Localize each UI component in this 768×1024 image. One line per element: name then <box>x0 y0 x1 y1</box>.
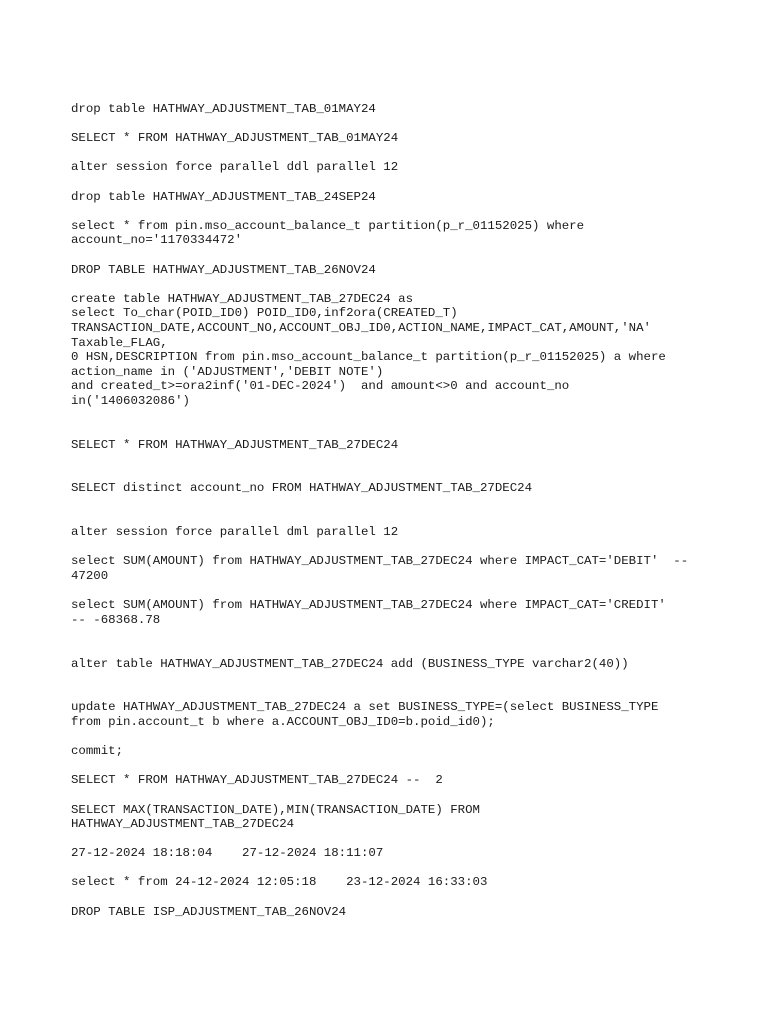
text-line: 0 HSN,DESCRIPTION from pin.mso_account_balance_t partition(p_r_01152025) a where <box>71 350 666 365</box>
text-line: alter table HATHWAY_ADJUSTMENT_TAB_27DEC24 add (BUSINESS_TYPE varchar2(40)) <box>71 656 629 671</box>
text-line: select To_char(POID_ID0) POID_ID0,inf2ora(CREATED_T) <box>71 306 458 321</box>
text-line: -- -68368.78 <box>71 612 161 627</box>
text-line: in('1406032086') <box>71 393 190 408</box>
text-line: SELECT MAX(TRANSACTION_DATE),MIN(TRANSACTION_DATE) FROM <box>71 802 480 817</box>
text-line: alter session force parallel dml parallel 12 <box>71 525 399 540</box>
text-line: SELECT * FROM HATHWAY_ADJUSTMENT_TAB_01MAY24 <box>71 131 399 146</box>
text-line: drop table HATHWAY_ADJUSTMENT_TAB_24SEP24 <box>71 189 376 204</box>
text-line: alter session force parallel ddl parallel 12 <box>71 160 399 175</box>
sql-script-text <box>71 102 711 919</box>
text-line: DROP TABLE ISP_ADJUSTMENT_TAB_26NOV24 <box>71 904 347 919</box>
text-line: select * from 24-12-2024 12:05:18 23-12-2024 16:33:03 <box>71 875 488 890</box>
text-line: select SUM(AMOUNT) from HATHWAY_ADJUSTMENT_TAB_27DEC24 where IMPACT_CAT='DEBIT' -- <box>71 554 689 569</box>
text-line: SELECT distinct account_no FROM HATHWAY_ADJUSTMENT_TAB_27DEC24 <box>71 481 533 496</box>
text-line: create table HATHWAY_ADJUSTMENT_TAB_27DEC24 as <box>71 291 414 306</box>
text-line: Taxable_FLAG, <box>71 335 168 350</box>
text-line: account_no='1170334472' <box>71 233 243 248</box>
text-line: 47200 <box>71 569 109 583</box>
text-line: SELECT * FROM HATHWAY_ADJUSTMENT_TAB_27DEC24 <box>71 437 399 452</box>
text-line: from pin.account_t b where a.ACCOUNT_OBJ_ID0=b.poid_id0); <box>71 714 495 729</box>
text-line: select * from pin.mso_account_balance_t partition(p_r_01152025) where <box>71 218 585 233</box>
text-line: DROP TABLE HATHWAY_ADJUSTMENT_TAB_26NOV24 <box>71 262 376 277</box>
text-line: HATHWAY_ADJUSTMENT_TAB_27DEC24 <box>71 817 295 832</box>
text-line: drop table HATHWAY_ADJUSTMENT_TAB_01MAY24 <box>71 102 376 116</box>
text-line: select SUM(AMOUNT) from HATHWAY_ADJUSTMENT_TAB_27DEC24 where IMPACT_CAT='CREDIT' <box>71 598 666 613</box>
text-line: update HATHWAY_ADJUSTMENT_TAB_27DEC24 a set BUSINESS_TYPE=(select BUSINESS_TYPE <box>71 700 659 715</box>
text-line: action_name in ('ADJUSTMENT','DEBIT NOTE') <box>71 364 384 379</box>
text-line: SELECT * FROM HATHWAY_ADJUSTMENT_TAB_27DEC24 -- 2 <box>71 773 443 788</box>
text-line: and created_t>=ora2inf('01-DEC-2024') and amount<>0 and account_no <box>71 379 570 394</box>
text-line: TRANSACTION_DATE,ACCOUNT_NO,ACCOUNT_OBJ_ID0,ACTION_NAME,IMPACT_CAT,AMOUNT,'NA' <box>71 320 651 335</box>
text-line: 27-12-2024 18:18:04 27-12-2024 18:11:07 <box>71 846 384 861</box>
text-line: commit; <box>71 744 124 759</box>
